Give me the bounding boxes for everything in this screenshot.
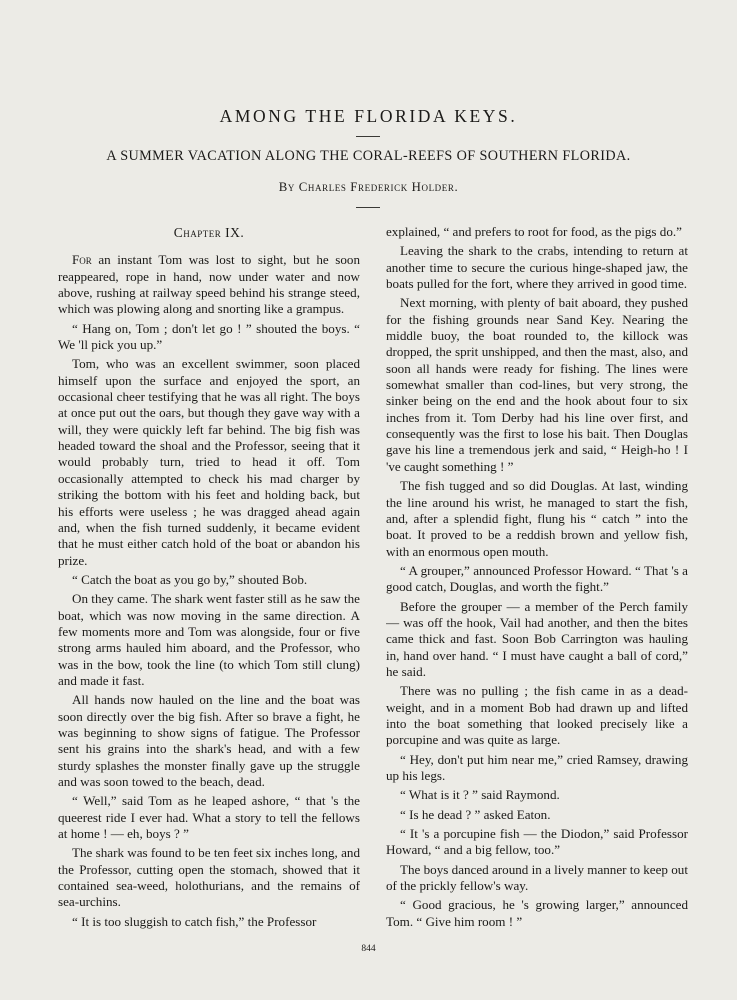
- paragraph: The fish tugged and so did Douglas. At last, winding the line around his wrist, he managed to start the fish, and, after a splendid fight, flung his “ catch ” into the boat. It proved to be a reddish brown and yellow fish, with an enormous open mouth.: [386, 478, 688, 559]
- paragraph: All hands now hauled on the line and the boat was soon directly over the big fish. After so brave a fight, he was beginning to show signs of fatigue. The Professor sent his grains into the shark's head, and with a few sturdy splashes the monster finally gave up the struggle and was soon towed to the beach, dead.: [58, 692, 360, 789]
- paragraph: [58, 252, 360, 317]
- paragraph: “ A grouper,” announced Professor Howard. “ That 's a good catch, Douglas, and worth the fight.”: [386, 562, 688, 595]
- paragraph: “ Hey, don't put him near me,” cried Ramsey, drawing up his legs.: [386, 751, 688, 783]
- article-title: AMONG THE FLORIDA KEYS.: [219, 106, 518, 126]
- article-subtitle: A SUMMER VACATION ALONG THE CORAL-REEFS OF SOUTHERN FLORIDA.: [106, 148, 631, 164]
- paragraph: explained, “ and prefers to root for food, as the pigs do.”: [386, 224, 682, 239]
- chapter-heading: Chapter IX.: [173, 225, 245, 240]
- paragraph: Before the grouper — a member of the Perch family — was off the hook, Vail had another, and then the bites came thick and fast. Soon Bob Carrington was hauling in, hand over hand. “ I must have caught a ball of cord,” he said.: [386, 598, 688, 679]
- paragraph: On they came. The shark went faster still as he saw the boat, which was now moving in the same direction. A few moments more and Tom was alongside, four or five strong arms hauled him aboard, and the Professor, who was in the bow, took the line (to which Tom still clung) and made it fast.: [58, 591, 360, 688]
- paragraph: “ Is he dead ? ” asked Eaton.: [400, 806, 551, 822]
- paragraph: Next morning, with plenty of bait aboard, they pushed for the fishing grounds near Sand Key. Nearing the middle buoy, the boat rounded to, the killock was dropped, the sprit unshipped, and then the mast, also, and soon all hands were ready for fishing. The lines were somewhat smaller than cod-lines, but very strong, the sinker being on the end and the hook about four to six inches from it. Tom Derby had his line over first, and consequently was the first to lose his bait. Then Douglas gave his line a tremendous jerk and said, “ Heigh-ho ! I 've caught something ! ”: [386, 295, 688, 474]
- paragraph: “ What is it ? ” said Raymond.: [400, 787, 560, 803]
- paragraph: “ Good gracious, he 's growing larger,” announced Tom. “ Give him room ! ”: [386, 897, 688, 929]
- paragraph: Tom, who was an excellent swimmer, soon placed himself upon the surface and enjoyed the sport, an occasional cheer testifying that he was all right. The boys at once put out the oars, but though they gave way with a will, they were quickly left far behind. The big fish was headed toward the shoal and the Professor, seeing that it would probably turn, tried to head it off. Tom occasionally attempted to check his mad charger by striking the bottom with his feet and holding back, but his efforts were useless ; he was dragged ahead again and, when the fish turned suddenly, it became evident that he must either catch hold of the boat or abandon his prize.: [58, 356, 360, 568]
- article-byline: By Charles Frederick Holder.: [278, 180, 459, 194]
- paragraph-text: an instant Tom was lost to sight, but he soon reappeared, rope in hand, now under water and now above, rushing at railway speed behind his strange steed, which was plowing along and snorting like a grampus.: [58, 252, 360, 317]
- paragraph: “ Catch the boat as you go by,” shouted Bob.: [72, 571, 308, 587]
- byline-rule: [356, 207, 380, 208]
- paragraph: There was no pulling ; the fish came in as a dead-weight, and in a moment Bob had drawn up and lifted into the boat something that looked precisely like a porcupine and was quite as large.: [386, 683, 688, 748]
- paragraph: “ Well,” said Tom as he leaped ashore, “ that 's the queerest ride I ever had. What a story to tell the fellows at home ! — eh, boys ? ”: [58, 793, 360, 842]
- title-rule: [356, 136, 380, 137]
- left-column: [58, 224, 360, 944]
- right-column: [386, 224, 688, 944]
- paragraph: “ It 's a porcupine fish — the Diodon,” said Professor Howard, “ and a big fellow, too.”: [386, 826, 688, 858]
- page-number: 844: [361, 944, 376, 954]
- paragraph: “ It is too sluggish to catch fish,” the Professor: [72, 913, 317, 929]
- paragraph: Leaving the shark to the crabs, intending to return at another time to secure the curious hinge-shaped jaw, the boats pulled for the fort, where they arrived in good time.: [386, 243, 688, 292]
- paragraph: The boys danced around in a lively manner to keep out of the prickly fellow's way.: [386, 861, 688, 894]
- paragraph-lead: For: [72, 252, 92, 268]
- paragraph: “ Hang on, Tom ; don't let go ! ” shouted the boys. “ We 'll pick you up.”: [58, 320, 360, 353]
- paragraph: The shark was found to be ten feet six inches long, and the Professor, cutting open the stomach, showed that it contained sea-weed, holothurians, and the remains of sea-urchins.: [58, 845, 360, 910]
